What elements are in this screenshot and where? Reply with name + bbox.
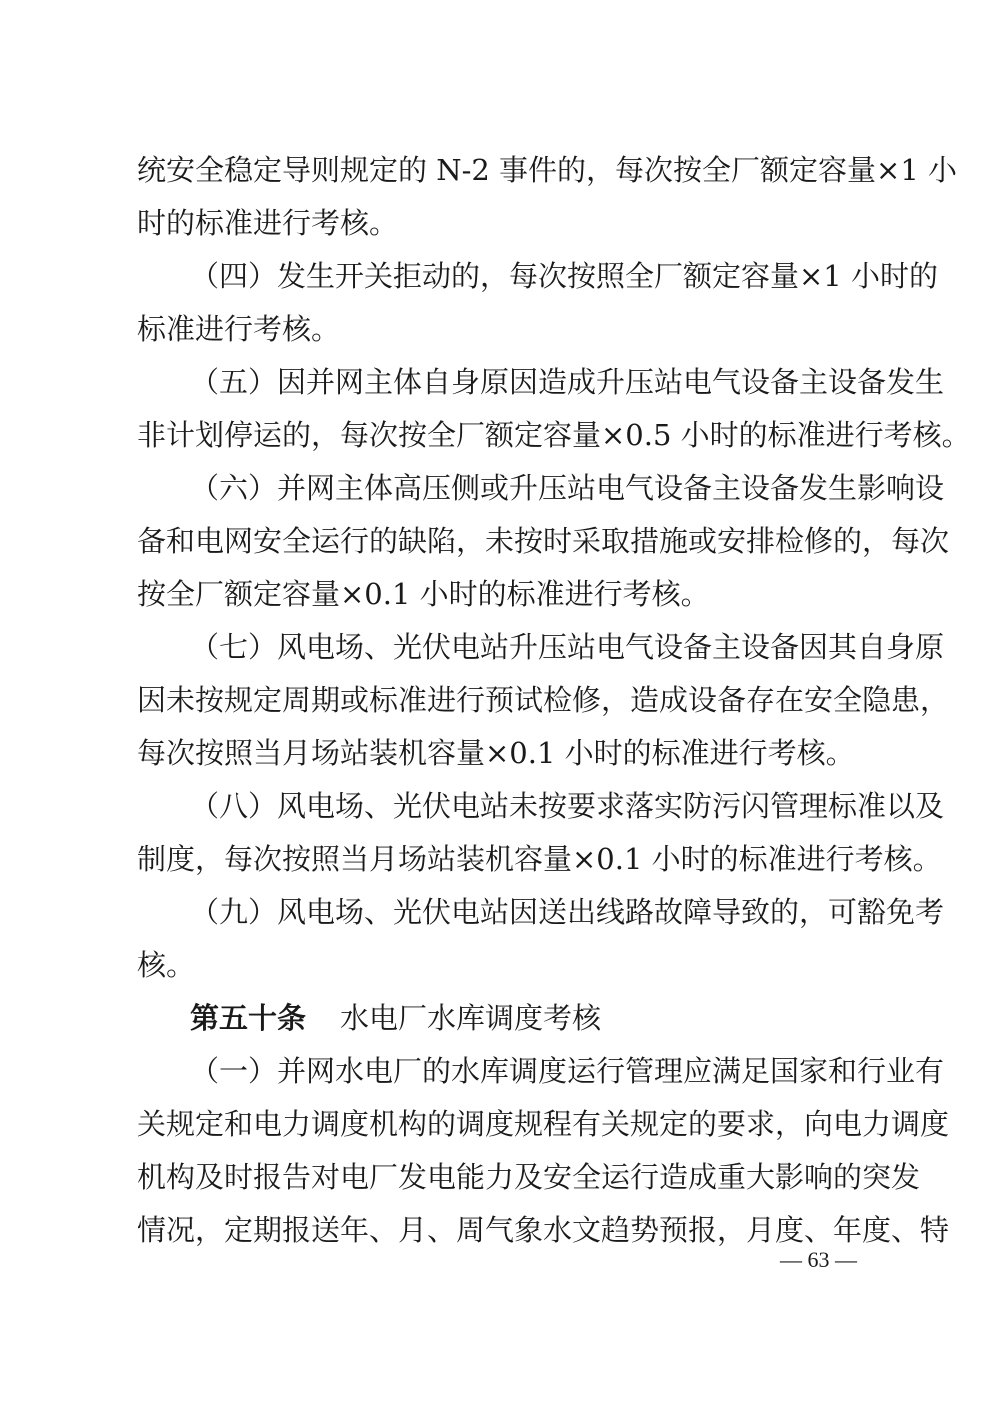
paragraph-line: （八）风电场、光伏电站未按要求落实防污闪管理标准以及 [190, 789, 945, 823]
paragraph-line: 标准进行考核。 [137, 312, 341, 346]
page-number: — 63 — [780, 1247, 857, 1272]
paragraph-line: 制度，每次按照当月场站装机容量×0.1 小时的标准进行考核。 [137, 842, 942, 876]
article-label: 第五十条 [190, 1001, 307, 1035]
paragraph-line: 情况，定期报送年、月、周气象水文趋势预报，月度、年度、特 [137, 1213, 950, 1247]
paragraph-line: （六）并网主体高压侧或升压站电气设备主设备发生影响设 [190, 471, 945, 505]
paragraph-line: 核。 [137, 948, 196, 982]
paragraph-line: （九）风电场、光伏电站因送出线路故障导致的，可豁免考 [190, 895, 945, 929]
paragraph-line: 统安全稳定导则规定的 N-2 事件的，每次按全厂额定容量×1 小 [137, 153, 958, 187]
article-heading [190, 998, 601, 1038]
paragraph-line: 机构及时报告对电厂发电能力及安全运行造成重大影响的突发 [137, 1160, 921, 1194]
paragraph-line: 按全厂额定容量×0.1 小时的标准进行考核。 [137, 577, 710, 611]
paragraph-line: 时的标准进行考核。 [137, 206, 399, 240]
paragraph-line: （四）发生开关拒动的，每次按照全厂额定容量×1 小时的 [190, 259, 938, 293]
paragraph-line: 因未按规定周期或标准进行预试检修，造成设备存在安全隐患， [137, 683, 950, 717]
paragraph-line: （一）并网水电厂的水库调度运行管理应满足国家和行业有 [190, 1054, 945, 1088]
article-title: 水电厂水库调度考核 [340, 1001, 602, 1035]
paragraph-line: （五）因并网主体自身原因造成升压站电气设备主设备发生 [190, 365, 945, 399]
paragraph-line: 备和电网安全运行的缺陷，未按时采取措施或安排检修的，每次 [137, 524, 950, 558]
paragraph-line: 非计划停运的，每次按全厂额定容量×0.5 小时的标准进行考核。 [137, 418, 971, 452]
paragraph-line: （七）风电场、光伏电站升压站电气设备主设备因其自身原 [190, 630, 945, 664]
paragraph-line: 关规定和电力调度机构的调度规程有关规定的要求，向电力调度 [137, 1107, 950, 1141]
paragraph-line: 每次按照当月场站装机容量×0.1 小时的标准进行考核。 [137, 736, 855, 770]
